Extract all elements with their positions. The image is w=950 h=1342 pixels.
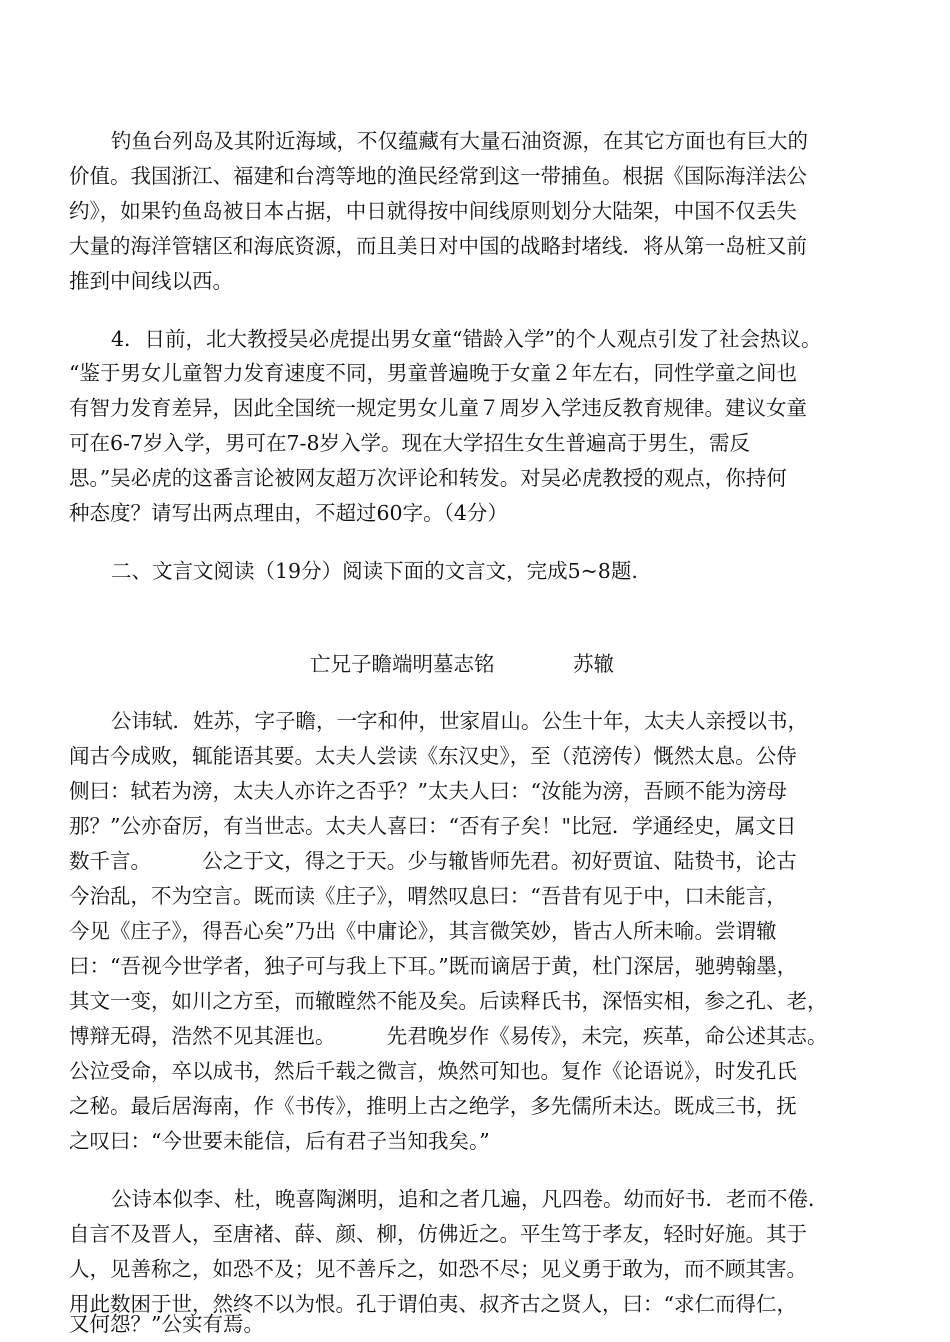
text-line: 其文一变，如川之方至，而辙瞠然不能及矣。后读释氏书，深悟实相，参之孔、老， <box>69 989 828 1013</box>
text-line: 之叹曰：“今世要未能信，后有君子当知我矣。” <box>69 1129 490 1153</box>
text-line: 种态度？请写出两点理由，不超过60字。（4分） <box>69 501 508 525</box>
text-line: 今治乱，不为空言。既而读《庄子》，喟然叹息曰：“吾昔有见于中，口未能言， <box>69 884 787 908</box>
text-line: 公诗本似李、杜，晚喜陶渊明，追和之者几遍，凡四卷。幼而好书．老而不倦． <box>111 1187 829 1211</box>
text-line: 用此数困于世，然终不以为恨。孔于谓伯夷、叔齐古之贤人，曰：“求仁而得仁， <box>69 1292 797 1316</box>
text-line: 有智力发育差异，因此全国统一规定男女儿童７周岁入学违反教育规律。建议女童 <box>69 396 807 420</box>
text-line: 公讳轼．姓苏，字子瞻，一字和仲，世家眉山。公生十年，太夫人亲授以书， <box>111 709 808 733</box>
text-line: 博辩无碍，浩然不见其涯也。 先君晚岁作《易传》，未完，疾革，命公述其志。 <box>69 1024 828 1048</box>
text-line: 之秘。最后居海南，作《书传》，推明上古之绝学，多先儒所未达。既成三书，抚 <box>69 1094 797 1118</box>
text-line: 钓鱼台列岛及其附近海域，不仅蕴藏有大量石油资源，在其它方面也有巨大的 <box>111 129 808 153</box>
text-line: 4．日前，北大教授吴必虎提出男女童“错龄入学”的个人观点引发了社会热议。 <box>111 327 822 351</box>
article-author: 苏辙 <box>573 652 614 676</box>
text-line: 人，见善称之，如恐不及；见不善斥之，如恐不尽；见义勇于敢为，而不顾其害。 <box>69 1257 807 1281</box>
text-line: 推到中间线以西。 <box>69 269 233 293</box>
section-title: 二、文言文阅读（19分）阅读下面的文言文，完成5~8题. <box>111 559 638 583</box>
text-line: 约》，如果钓鱼岛被日本占据，中日就得按中间线原则划分大陆架，中国不仅丢失 <box>69 199 797 223</box>
article-title: 亡兄子瞻端明墓志铭 <box>310 652 495 676</box>
text-line: 那？”公亦奋厉，有当世志。太夫人喜曰：“否有子矣！"比冠．学通经史，属文日 <box>69 814 797 838</box>
text-line: 可在6-7岁入学，男可在7-8岁入学。现在大学招生女生普遍高于男生，需反 <box>69 431 751 455</box>
text-line: 自言不及晋人，至唐褚、薛、颜、柳，仿佛近之。平生笃于孝友，轻时好施。其于 <box>69 1222 807 1246</box>
text-line: 数千言。 公之于文，得之于天。少与辙皆师先君。初好贾谊、陆贽书，论古 <box>69 849 797 873</box>
text-line: 又何怨？”公实有焉。 <box>69 1312 264 1336</box>
text-line: 侧曰：轼若为滂，太夫人亦许之否乎？”太夫人曰：“汝能为滂，吾顾不能为滂母 <box>69 779 787 803</box>
text-line: “鉴于男女儿童智力发育速度不同，男童普遍晚于女童２年左右，同性学童之间也 <box>69 361 797 385</box>
text-line: 今见《庄子》，得吾心矣”乃出《中庸论》，其言微笑妙，皆古人所未喻。尝谓辙 <box>69 919 777 943</box>
text-line: 公泣受命，卒以成书，然后千载之微言，焕然可知也。复作《论语说》，时发孔氏 <box>69 1059 797 1083</box>
text-line: 曰：“吾视今世学者，独子可与我上下耳。”既而谪居于黄，杜门深居，驰骋翰墨， <box>69 954 798 978</box>
text-line: 闻古今成败，辄能语其要。太夫人尝读《东汉史》，至（范滂传）慨然太息。公侍 <box>69 744 797 768</box>
text-line: 思。”吴必虎的这番言论被网友超万次评论和转发。对吴必虎教授的观点，你持何 <box>69 466 787 490</box>
text-line: 大量的海洋管辖区和海底资源，而且美日对中国的战略封堵线．将从第一岛桩又前 <box>69 234 807 258</box>
text-line: 价值。我国浙江、福建和台湾等地的渔民经常到这一带捕鱼。根据《国际海洋法公 <box>69 164 807 188</box>
